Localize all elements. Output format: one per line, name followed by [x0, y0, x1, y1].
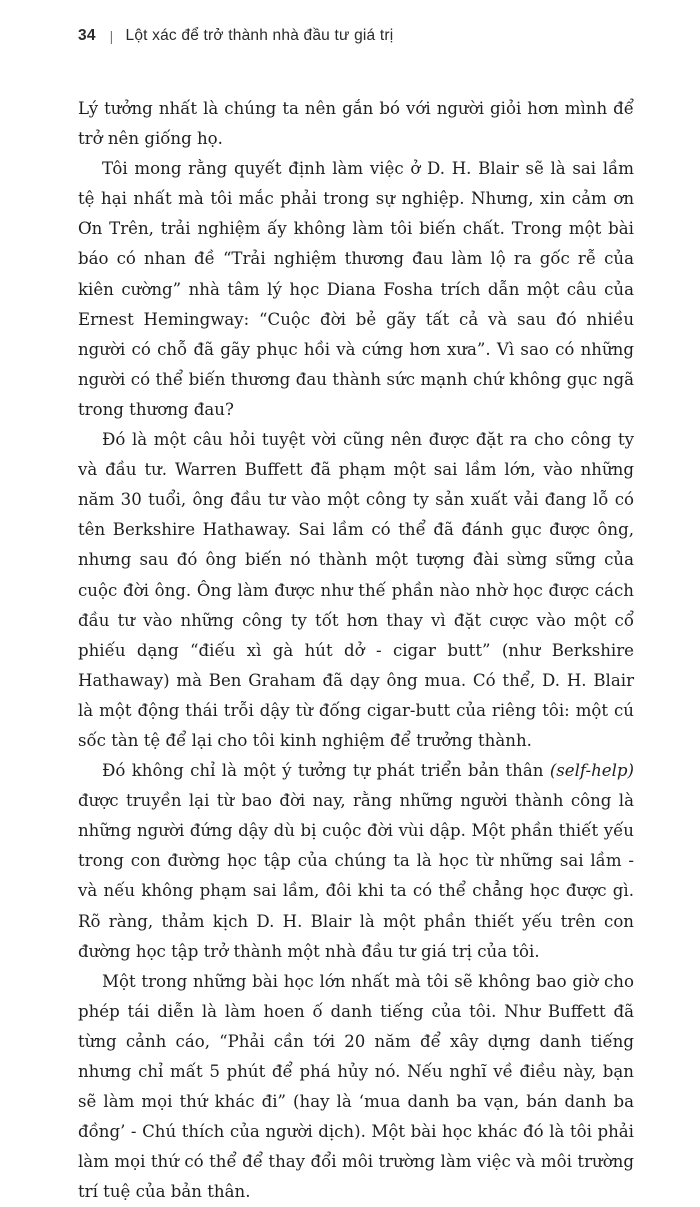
paragraph-buffett: Đó là một câu hỏi tuyệt vời cũng nên được đặt ra cho công ty và đầu tư. Warren Buffett đã phạm một sai lầm lớn, vào những năm 30 tuổi, ông đầu tư vào một công ty sản xuất vải đang lỗ có tên Berkshire Hathaway. Sai lầm có thể đã đánh gục được ông, nhưng sau đó ông biến nó thành một tượng đài sừng sững của cuộc đời ông. Ông làm được như thế phần nào nhờ học được cách đầu tư vào những công ty tốt hơn thay vì đặt cược vào một cổ phiếu dạng “điếu xì gà hút dở - cigar butt” (như Berkshire Hathaway) mà Ben Graham đã dạy ông mua. Có thể, D. H. Blair là một động thái trỗi dậy từ đống cigar-butt của riêng tôi: một cú sốc tàn tệ để lại cho tôi kinh nghiệm để trưởng thành. — [78, 430, 634, 750]
self-help-term: (self-help) — [549, 761, 634, 781]
page-number: 34 — [78, 27, 96, 44]
paragraph-blair: Tôi mong rằng quyết định làm việc ở D. H. Blair sẽ là sai lầm tệ hại nhất mà tôi mắc phải trong sự nghiệp. Nhưng, xin cảm ơn Ơn Trên, trải nghiệm ấy không làm tôi biến chất. Trong một bài báo có nhan đề “Trải nghiệm thương đau làm lộ ra gốc rễ của kiên cường” nhà tâm lý học Diana Fosha trích dẫn một câu của Ernest Hemingway: “Cuộc đời bẻ gãy tất cả và sau đó nhiều người có chỗ đã gãy phục hồi và cứng hơn xưa”. Vì sao có những người có thể biến thương đau thành sức mạnh chứ không gục ngã trong thương đau? — [78, 159, 634, 419]
paragraph-reputation: Một trong những bài học lớn nhất mà tôi sẽ không bao giờ cho phép tái diễn là làm hoen ố danh tiếng của tôi. Như Buffett đã từng cảnh cáo, “Phải cần tới 20 năm để xây dựng danh tiếng nhưng chỉ mất 5 phút để phá hủy nó. Nếu nghĩ về điều này, bạn sẽ làm mọi thứ khác đi” (hay là ‘mua danh ba vạn, bán danh ba đồng’ - Chú thích của người dịch). Một bài học khác đó là tôi phải làm mọi thứ có thể để thay đổi môi trường làm việc và môi trường trí tuệ của bản thân. — [78, 971, 634, 1202]
body-text — [78, 94, 634, 1207]
paragraph-self-help-end: được truyền lại từ bao đời nay, rằng những người thành công là những người đứng dậy dù bị cuộc đời vùi dập. Một phần thiết yếu trong con đường học tập của chúng ta là học từ những sai lầm - và nếu không phạm sai lầm, đôi khi ta có thể chẳng học được gì. Rõ ràng, thảm kịch D. H. Blair là một phần thiết yếu trên con đường học tập trở thành một nhà đầu tư giá trị của tôi. — [78, 791, 634, 961]
paragraph-self-help-start: Đó không chỉ là một ý tưởng tự phát triển bản thân — [102, 761, 550, 781]
running-header — [78, 24, 660, 48]
paragraph-self-help — [78, 756, 634, 967]
header-separator: | — [109, 28, 114, 44]
book-title: Lột xác để trở thành nhà đầu tư giá trị — [125, 27, 394, 44]
paragraph-continued: Lý tưởng nhất là chúng ta nên gắn bó với người giỏi hơn mình để trở nên giống họ. — [78, 99, 634, 149]
